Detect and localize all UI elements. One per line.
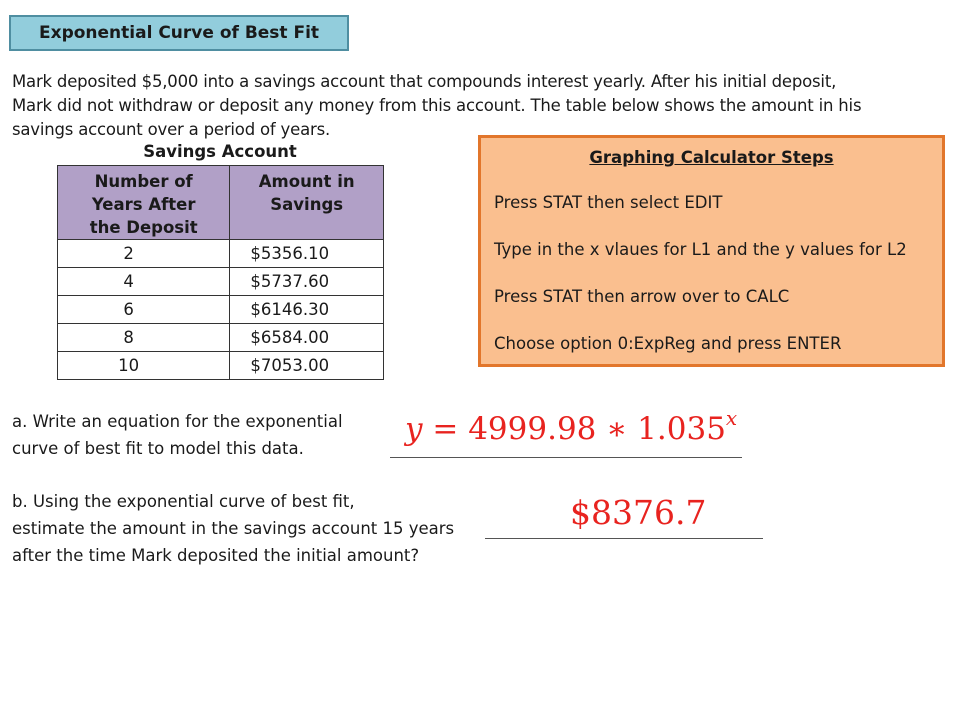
amount-cell: $6584.00 — [230, 324, 384, 352]
problem-statement — [12, 70, 942, 142]
amount-cell: $5356.10 — [230, 240, 384, 268]
header-years-line: Years After — [91, 195, 196, 214]
answer-a-equation — [405, 406, 737, 447]
question-a — [12, 408, 343, 462]
step-item: Press STAT then arrow over to CALC — [494, 287, 790, 306]
amount-cell: $6146.30 — [230, 296, 384, 324]
years-cell: 6 — [58, 296, 230, 324]
answer-b-amount: $8376.7 — [570, 493, 707, 532]
steps-title: Graphing Calculator Steps — [589, 148, 834, 167]
page-title: Exponential Curve of Best Fit — [9, 15, 349, 51]
answer-a-exponent: x — [725, 406, 738, 430]
savings-table — [57, 165, 384, 380]
amount-cell: $5737.60 — [230, 268, 384, 296]
years-cell: 8 — [58, 324, 230, 352]
answer-b-underline — [485, 538, 763, 539]
question-a-line-1: a. Write an equation for the exponential — [12, 412, 343, 431]
question-a-line-2: curve of best fit to model this data. — [12, 439, 304, 458]
question-b — [12, 488, 454, 569]
answer-a-variable: y — [405, 411, 423, 447]
step-item: Type in the x vlaues for L1 and the y values for L2 — [494, 240, 907, 259]
step-item: Press STAT then select EDIT — [494, 193, 723, 212]
table-header-row — [58, 166, 384, 240]
table-row — [58, 240, 384, 268]
intro-line-2: Mark did not withdraw or deposit any money from this account. The table below shows the amount in his — [12, 96, 862, 115]
answer-a-underline — [390, 457, 742, 458]
intro-line-3: savings account over a period of years. — [12, 120, 331, 139]
years-cell: 2 — [58, 240, 230, 268]
amount-cell: $7053.00 — [230, 352, 384, 380]
years-cell: 10 — [58, 352, 230, 380]
question-b-line-3: after the time Mark deposited the initial amount? — [12, 546, 420, 565]
step-item: Choose option 0:ExpReg and press ENTER — [494, 334, 842, 353]
answer-a-expression: = 4999.98 ∗ 1.035 — [422, 411, 726, 447]
header-amount-line: Savings — [270, 195, 344, 214]
question-b-line-1: b. Using the exponential curve of best fit, — [12, 492, 355, 511]
header-years — [58, 166, 230, 240]
header-years-line: the Deposit — [89, 218, 198, 237]
table-row — [58, 324, 384, 352]
question-b-line-2: estimate the amount in the savings account 15 years — [12, 519, 455, 538]
header-amount-line: Amount in — [258, 172, 355, 191]
years-cell: 4 — [58, 268, 230, 296]
table-caption: Savings Account — [143, 142, 297, 161]
table-row — [58, 268, 384, 296]
calculator-steps-box — [478, 135, 945, 367]
header-years-line: Number of — [94, 172, 193, 191]
table-row — [58, 352, 384, 380]
intro-line-1: Mark deposited $5,000 into a savings account that compounds interest yearly. After his initial deposit, — [12, 72, 837, 91]
table-row — [58, 296, 384, 324]
header-amount — [230, 166, 384, 240]
